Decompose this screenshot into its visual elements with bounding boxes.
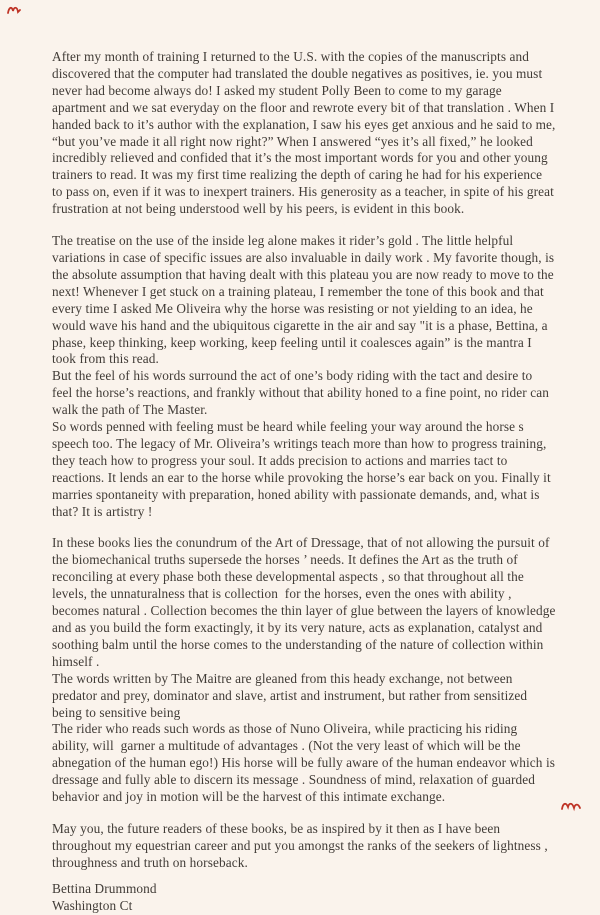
paragraph: So words penned with feeling must be heard while feeling your way around the horse s speech too. The legacy of Mr. Oliveira’s writings teach more than how to progress training, they teach how to progress your soul. It adds precision to actions and marries tact to reactions. It lends an ear to the horse while provoking the horse’s ear back on you. Finally it marries spontaneity with preparation, honed ability with passionate demands, and, what is that? It is artistry ! [52, 419, 555, 519]
paragraph: May you, the future readers of these books, be as inspired by it then as I have been throughout my equestrian career and put you amongst the ranks of the seekers of lightness , throughness and truth on horseback. [52, 820, 552, 870]
paragraph: The words written by The Maitre are gleaned from this heady exchange, not between predator and prey, dominator and slave, artist and instrument, but rather from sensitized being to sensitive being [52, 670, 531, 720]
paragraph: The rider who reads such words as those of Nuno Oliveira, while practicing his riding ability, will garner a multitude of advantages . (Not the very least of which will be the abnegation of the human ego!) His horse will be fully aware of the human endeavor which is dressage and fully able to discern its message . Soundness of mind, relaxation of guarded behavior and joy in motion will be the harvest of this intimate exchange. [52, 721, 559, 805]
red-pen-mark-bottom-right [560, 799, 582, 813]
paragraph: In these books lies the conundrum of the Art of Dressage, that of not allowing the pursuit of the biomechanical truths supersede the horses ’ needs. It defines the Art as the truth of reconciling at every phase both these developmental aspects , so that throughout all the levels, the unnaturalness that is collection for the horses, even the ones with ability , becomes natural . Collection becomes the thin layer of glue between the layers of knowledge and as you build the form exactingly, it by its very nature, acts as explanation, catalyst and soothing balm until the horse comes to the understanding of the nature of collection within himself . [52, 535, 559, 669]
paragraph: But the feel of his words surround the act of one’s body riding with the tact and desire to feel the horse’s reactions, and frankly without that ability honed to a fine point, no rider can walk the path of The Master. [52, 368, 553, 418]
red-pen-mark-top-left [6, 4, 22, 16]
paragraph: After my month of training I returned to the U.S. with the copies of the manuscripts and discovered that the computer had translated the double negatives as positives, ie. you must never had become always do! I asked my student Polly Been to come to my garage apartment and we sat everyday on the floor and rewrote every bit of that translation . When I handed back to it’s author with the explanation, I saw his eyes get anxious and he said to me, “but you’ve made it all right now right?” When I answered “yes it’s all fixed,” he looked incredibly relieved and confided that it’s the most important words for you and other young trainers to read. It was my first time realizing the depth of caring he had for his experience to pass on, even if it was to inexpert trainers. His generosity as a teacher, in spite of his great frustration at not being understood well by his peers, is evident in this book. [52, 49, 559, 217]
signature-location: Washington Ct [52, 897, 133, 913]
paragraph: The treatise on the use of the inside leg alone makes it rider’s gold . The little helpful variations in case of specific issues are also invaluable in daily work . My favorite though, is the absolute assumption that having dealt with this plateau you are now ready to move to the next! Whenever I get stuck on a training plateau, I remember the tone of this book and that every time I asked Me Oliveira why the horse was resisting or not yielding to an idea, he would wave his hand and the ubiquitous cigarette in the air and say "it is a phase, Bettina, a phase, keep thinking, keep working, keep feeling until it coalesces again” is the mantra I took from this read. [52, 233, 558, 367]
signature-name: Bettina Drummond [52, 880, 157, 896]
letter-body [52, 49, 559, 915]
